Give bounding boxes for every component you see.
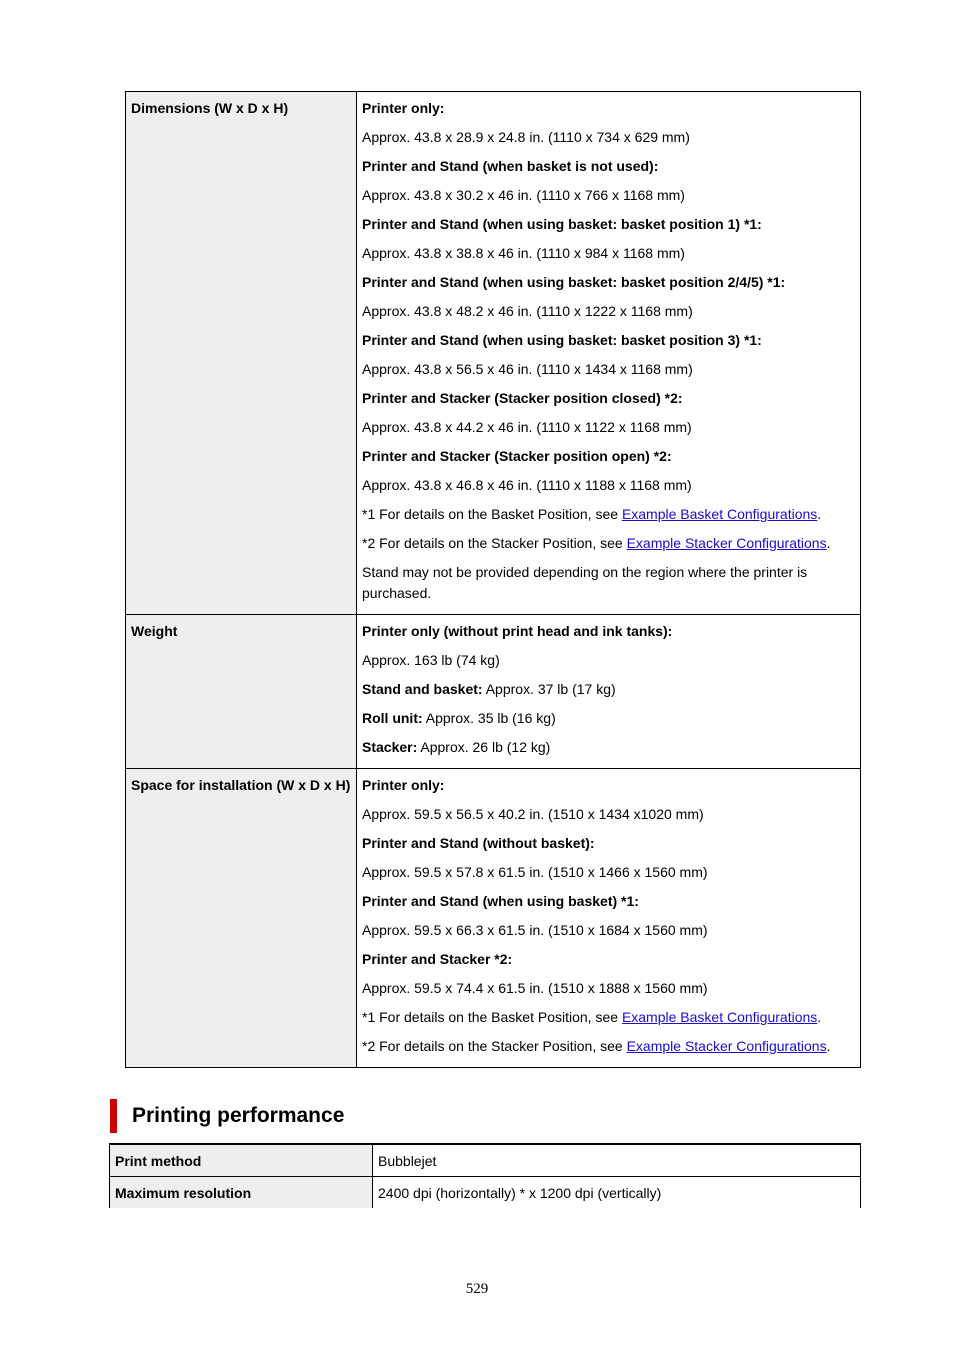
spec-value: Approx. 43.8 x 28.9 x 24.8 in. (1110 x 734 x 629 mm)	[362, 129, 690, 145]
table-row	[126, 615, 861, 769]
max-resolution-value: 2400 dpi (horizontally) * x 1200 dpi (vertically)	[373, 1177, 861, 1209]
inline-label: Stand and basket:	[362, 681, 483, 697]
stand-note: Stand may not be provided depending on the region where the printer is purchased.	[362, 564, 808, 601]
inline-label: Stacker:	[362, 739, 418, 755]
table-row	[126, 92, 861, 615]
spec-heading: Printer and Stand (without basket):	[362, 835, 595, 851]
spec-heading: Printer and Stand (when using basket: basket position 2/4/5) *1:	[362, 274, 786, 290]
stacker-footnote: *2 For details on the Stacker Position, see Example Stacker Configurations.	[362, 1038, 831, 1054]
weight-value-cell	[357, 615, 861, 769]
basket-configurations-link[interactable]: Example Basket Configurations	[621, 506, 818, 522]
basket-footnote: *1 For details on the Basket Position, see Example Basket Configurations.	[362, 506, 822, 522]
spec-value: Approx. 59.5 x 66.3 x 61.5 in. (1510 x 1684 x 1560 mm)	[362, 922, 708, 938]
spec-value: Approx. 43.8 x 56.5 x 46 in. (1110 x 1434 x 1168 mm)	[362, 361, 693, 377]
stacker-configurations-link[interactable]: Example Stacker Configurations	[626, 1038, 827, 1054]
spec-value: Approx. 43.8 x 30.2 x 46 in. (1110 x 766 x 1168 mm)	[362, 187, 685, 203]
spec-heading: Printer and Stacker (Stacker position open) *2:	[362, 448, 672, 464]
section-heading	[110, 1099, 344, 1133]
stacker-footnote: *2 For details on the Stacker Position, see Example Stacker Configurations.	[362, 535, 831, 551]
footnote-text: *2 For details on the Stacker Position, see	[362, 1038, 627, 1054]
dimensions-value-cell	[357, 92, 861, 615]
spec-heading: Printer and Stand (when using basket: basket position 3) *1:	[362, 332, 762, 348]
weight-label: Weight	[126, 615, 357, 769]
spec-value: Approx. 163 lb (74 kg)	[362, 652, 500, 668]
spec-heading: Printer and Stand (when using basket: basket position 1) *1:	[362, 216, 762, 232]
stand-basket-weight	[362, 679, 855, 700]
spec-value: Approx. 43.8 x 38.8 x 46 in. (1110 x 984 x 1168 mm)	[362, 245, 685, 261]
spec-value: Approx. 43.8 x 46.8 x 46 in. (1110 x 1188 x 1168 mm)	[362, 477, 692, 493]
spec-value: Approx. 59.5 x 74.4 x 61.5 in. (1510 x 1888 x 1560 mm)	[362, 980, 708, 996]
inline-value: Approx. 37 lb (17 kg)	[482, 681, 616, 697]
spec-heading: Printer and Stand (when basket is not used):	[362, 158, 659, 174]
spec-heading: Printer and Stacker *2:	[362, 951, 513, 967]
spec-heading: Printer only:	[362, 777, 445, 793]
max-resolution-label: Maximum resolution	[110, 1177, 373, 1209]
inline-value: Approx. 35 lb (16 kg)	[422, 710, 556, 726]
footnote-text: *2 For details on the Stacker Position, see	[362, 535, 627, 551]
spec-heading: Printer and Stand (when using basket) *1:	[362, 893, 639, 909]
spec-value: Approx. 43.8 x 48.2 x 46 in. (1110 x 1222 x 1168 mm)	[362, 303, 693, 319]
inline-label: Roll unit:	[362, 710, 423, 726]
print-method-label: Print method	[110, 1144, 373, 1177]
performance-table	[109, 1143, 861, 1208]
spec-value: Approx. 59.5 x 57.8 x 61.5 in. (1510 x 1466 x 1560 mm)	[362, 864, 708, 880]
spec-heading: Printer only (without print head and ink tanks):	[362, 623, 673, 639]
page-number: 529	[465, 1281, 489, 1297]
dimensions-label: Dimensions (W x D x H)	[126, 92, 357, 615]
installation-value-cell	[357, 769, 861, 1068]
table-row	[110, 1144, 861, 1177]
stacker-weight	[362, 737, 855, 758]
roll-unit-weight	[362, 708, 855, 729]
spec-heading: Printer only:	[362, 100, 445, 116]
spec-value: Approx. 59.5 x 56.5 x 40.2 in. (1510 x 1434 x1020 mm)	[362, 806, 704, 822]
section-accent-bar	[110, 1099, 117, 1133]
inline-value: Approx. 26 lb (12 kg)	[417, 739, 551, 755]
spec-value: Approx. 43.8 x 44.2 x 46 in. (1110 x 1122 x 1168 mm)	[362, 419, 692, 435]
print-method-value: Bubblejet	[373, 1144, 861, 1177]
basket-configurations-link[interactable]: Example Basket Configurations	[621, 1009, 818, 1025]
basket-footnote: *1 For details on the Basket Position, see Example Basket Configurations.	[362, 1009, 822, 1025]
specifications-table	[125, 91, 861, 1068]
table-row	[126, 769, 861, 1068]
spec-heading: Printer and Stacker (Stacker position closed) *2:	[362, 390, 683, 406]
installation-space-label: Space for installation (W x D x H)	[126, 769, 357, 1068]
footnote-text: *1 For details on the Basket Position, see	[362, 1009, 622, 1025]
table-row	[110, 1177, 861, 1209]
footnote-text: *1 For details on the Basket Position, see	[362, 506, 622, 522]
stacker-configurations-link[interactable]: Example Stacker Configurations	[626, 535, 827, 551]
section-title: Printing performance	[132, 1104, 345, 1127]
